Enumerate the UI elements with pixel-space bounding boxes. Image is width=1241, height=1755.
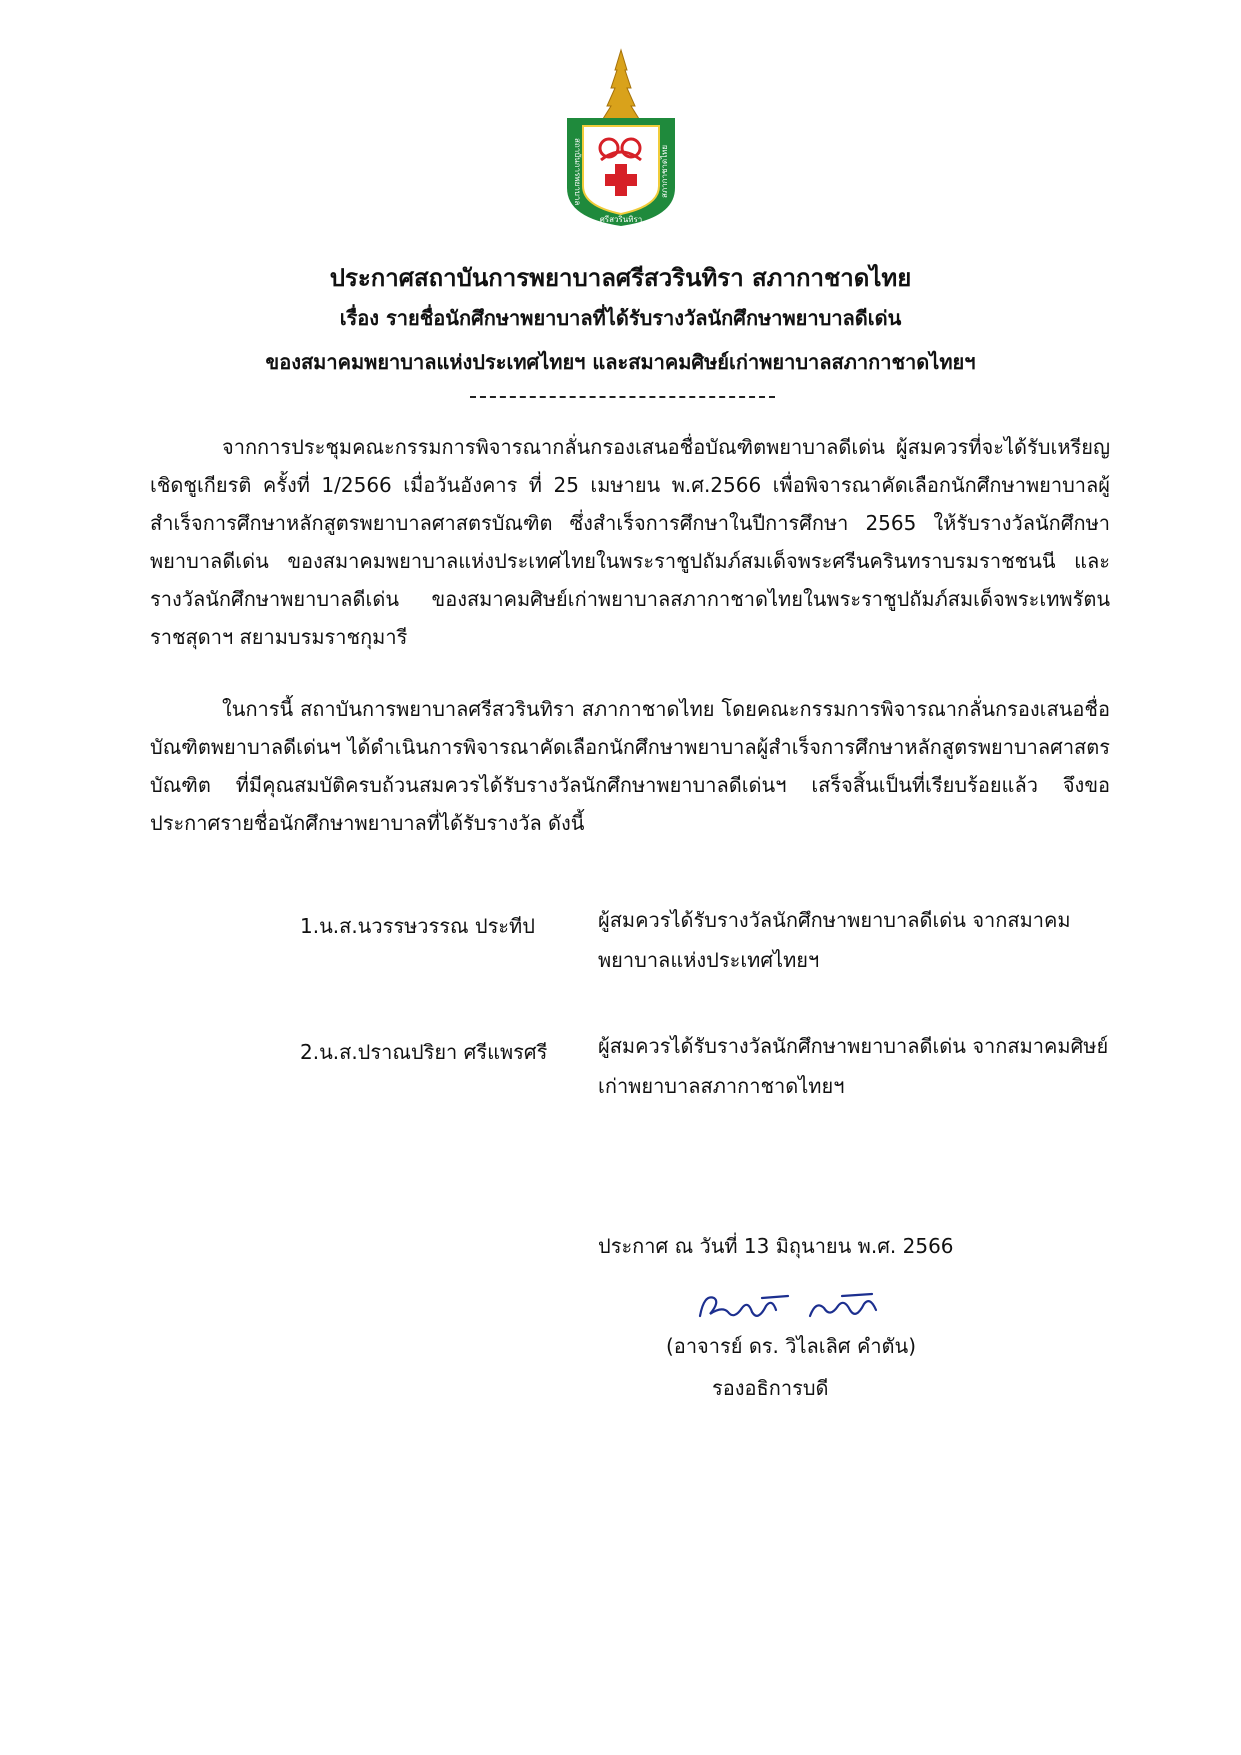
handwritten-signature [692, 1286, 902, 1332]
award-recipient-name: 1.น.ส.นวรรษวรรณ ประทีป [300, 914, 535, 938]
body-paragraph-1: จากการประชุมคณะกรรมการพิจารณากลั่นกรองเสนอชื่อบัณฑิตพยาบาลดีเด่น ผู้สมควรที่จะได้รับเหรียญเชิดชูเกียรติ ครั้งที่ 1/2566 เมื่อวันอังคาร ที่ 25 เมษายน พ.ศ.2566 เพื่อพิจารณาคัดเลือกนักศึกษาพยาบาลผู้สำเร็จการศึกษาหลักสูตรพยาบาลศาสตรบัณฑิต ซึ่งสำเร็จการศึกษาในปีการศึกษา 2565 ให้รับรางวัลนักศึกษาพยาบาลดีเด่น ของสมาคมพยาบาลแห่งประเทศไทยในพระราชูปถัมภ์สมเด็จพระศรีนครินทราบรมราชชนนี และ รางวัลนักศึกษาพยาบาลดีเด่น ของสมาคมศิษย์เก่าพยาบาลสภากาชาดไทยในพระราชูปถัมภ์สมเด็จพระเทพรัตนราชสุดาฯ สยามบรมราชกุมารี [150, 435, 1110, 649]
award-description: ผู้สมควรได้รับรางวัลนักศึกษาพยาบาลดีเด่น จากสมาคมพยาบาลแห่งประเทศไทยฯ [598, 908, 1071, 972]
logo-spire [601, 50, 641, 122]
title-divider [470, 396, 775, 398]
award-recipient-name: 2.น.ส.ปราณปริยา ศรีแพรศรี [300, 1040, 548, 1064]
announcement-title: ประกาศสถาบันการพยาบาลศรีสวรินทิรา สภากาชาดไทย [329, 264, 912, 292]
svg-text:สถาบันการพยาบาล: สถาบันการพยาบาล [573, 138, 582, 206]
institute-logo [557, 48, 685, 228]
signer-position: รองอธิการบดี [712, 1376, 829, 1400]
announcement-subject-line2: ของสมาคมพยาบาลแห่งประเทศไทยฯ และสมาคมศิษย์เก่าพยาบาลสภากาชาดไทยฯ [265, 350, 976, 374]
announcement-date: ประกาศ ณ วันที่ 13 มิถุนายน พ.ศ. 2566 [598, 1234, 954, 1258]
signer-name: (อาจารย์ ดร. วิไลเลิศ คำตัน) [666, 1334, 917, 1358]
announcement-subject: เรื่อง รายชื่อนักศึกษาพยาบาลที่ได้รับรางวัลนักศึกษาพยาบาลดีเด่น [339, 306, 902, 330]
award-description: ผู้สมควรได้รับรางวัลนักศึกษาพยาบาลดีเด่น จากสมาคมศิษย์เก่าพยาบาลสภากาชาดไทยฯ [598, 1034, 1109, 1098]
svg-text:สภากาชาดไทย: สภากาชาดไทย [660, 144, 669, 198]
body-paragraph-2: ในการนี้ สถาบันการพยาบาลศรีสวรินทิรา สภากาชาดไทย โดยคณะกรรมการพิจารณากลั่นกรองเสนอชื่อบัณฑิตพยาบาลดีเด่นฯ ได้ดำเนินการพิจารณาคัดเลือกนักศึกษาพยาบาลผู้สำเร็จการศึกษาหลักสูตรพยาบาลศาสตรบัณฑิต ที่มีคุณสมบัติครบถ้วนสมควรได้รับรางวัลนักศึกษาพยาบาลดีเด่นฯ เสร็จสิ้นเป็นที่เรียบร้อยแล้ว จึงขอประกาศรายชื่อนักศึกษาพยาบาลที่ได้รับรางวัล ดังนี้ [150, 697, 1110, 835]
svg-text:ศรีสวรินทิรา: ศรีสวรินทิรา [599, 215, 643, 224]
